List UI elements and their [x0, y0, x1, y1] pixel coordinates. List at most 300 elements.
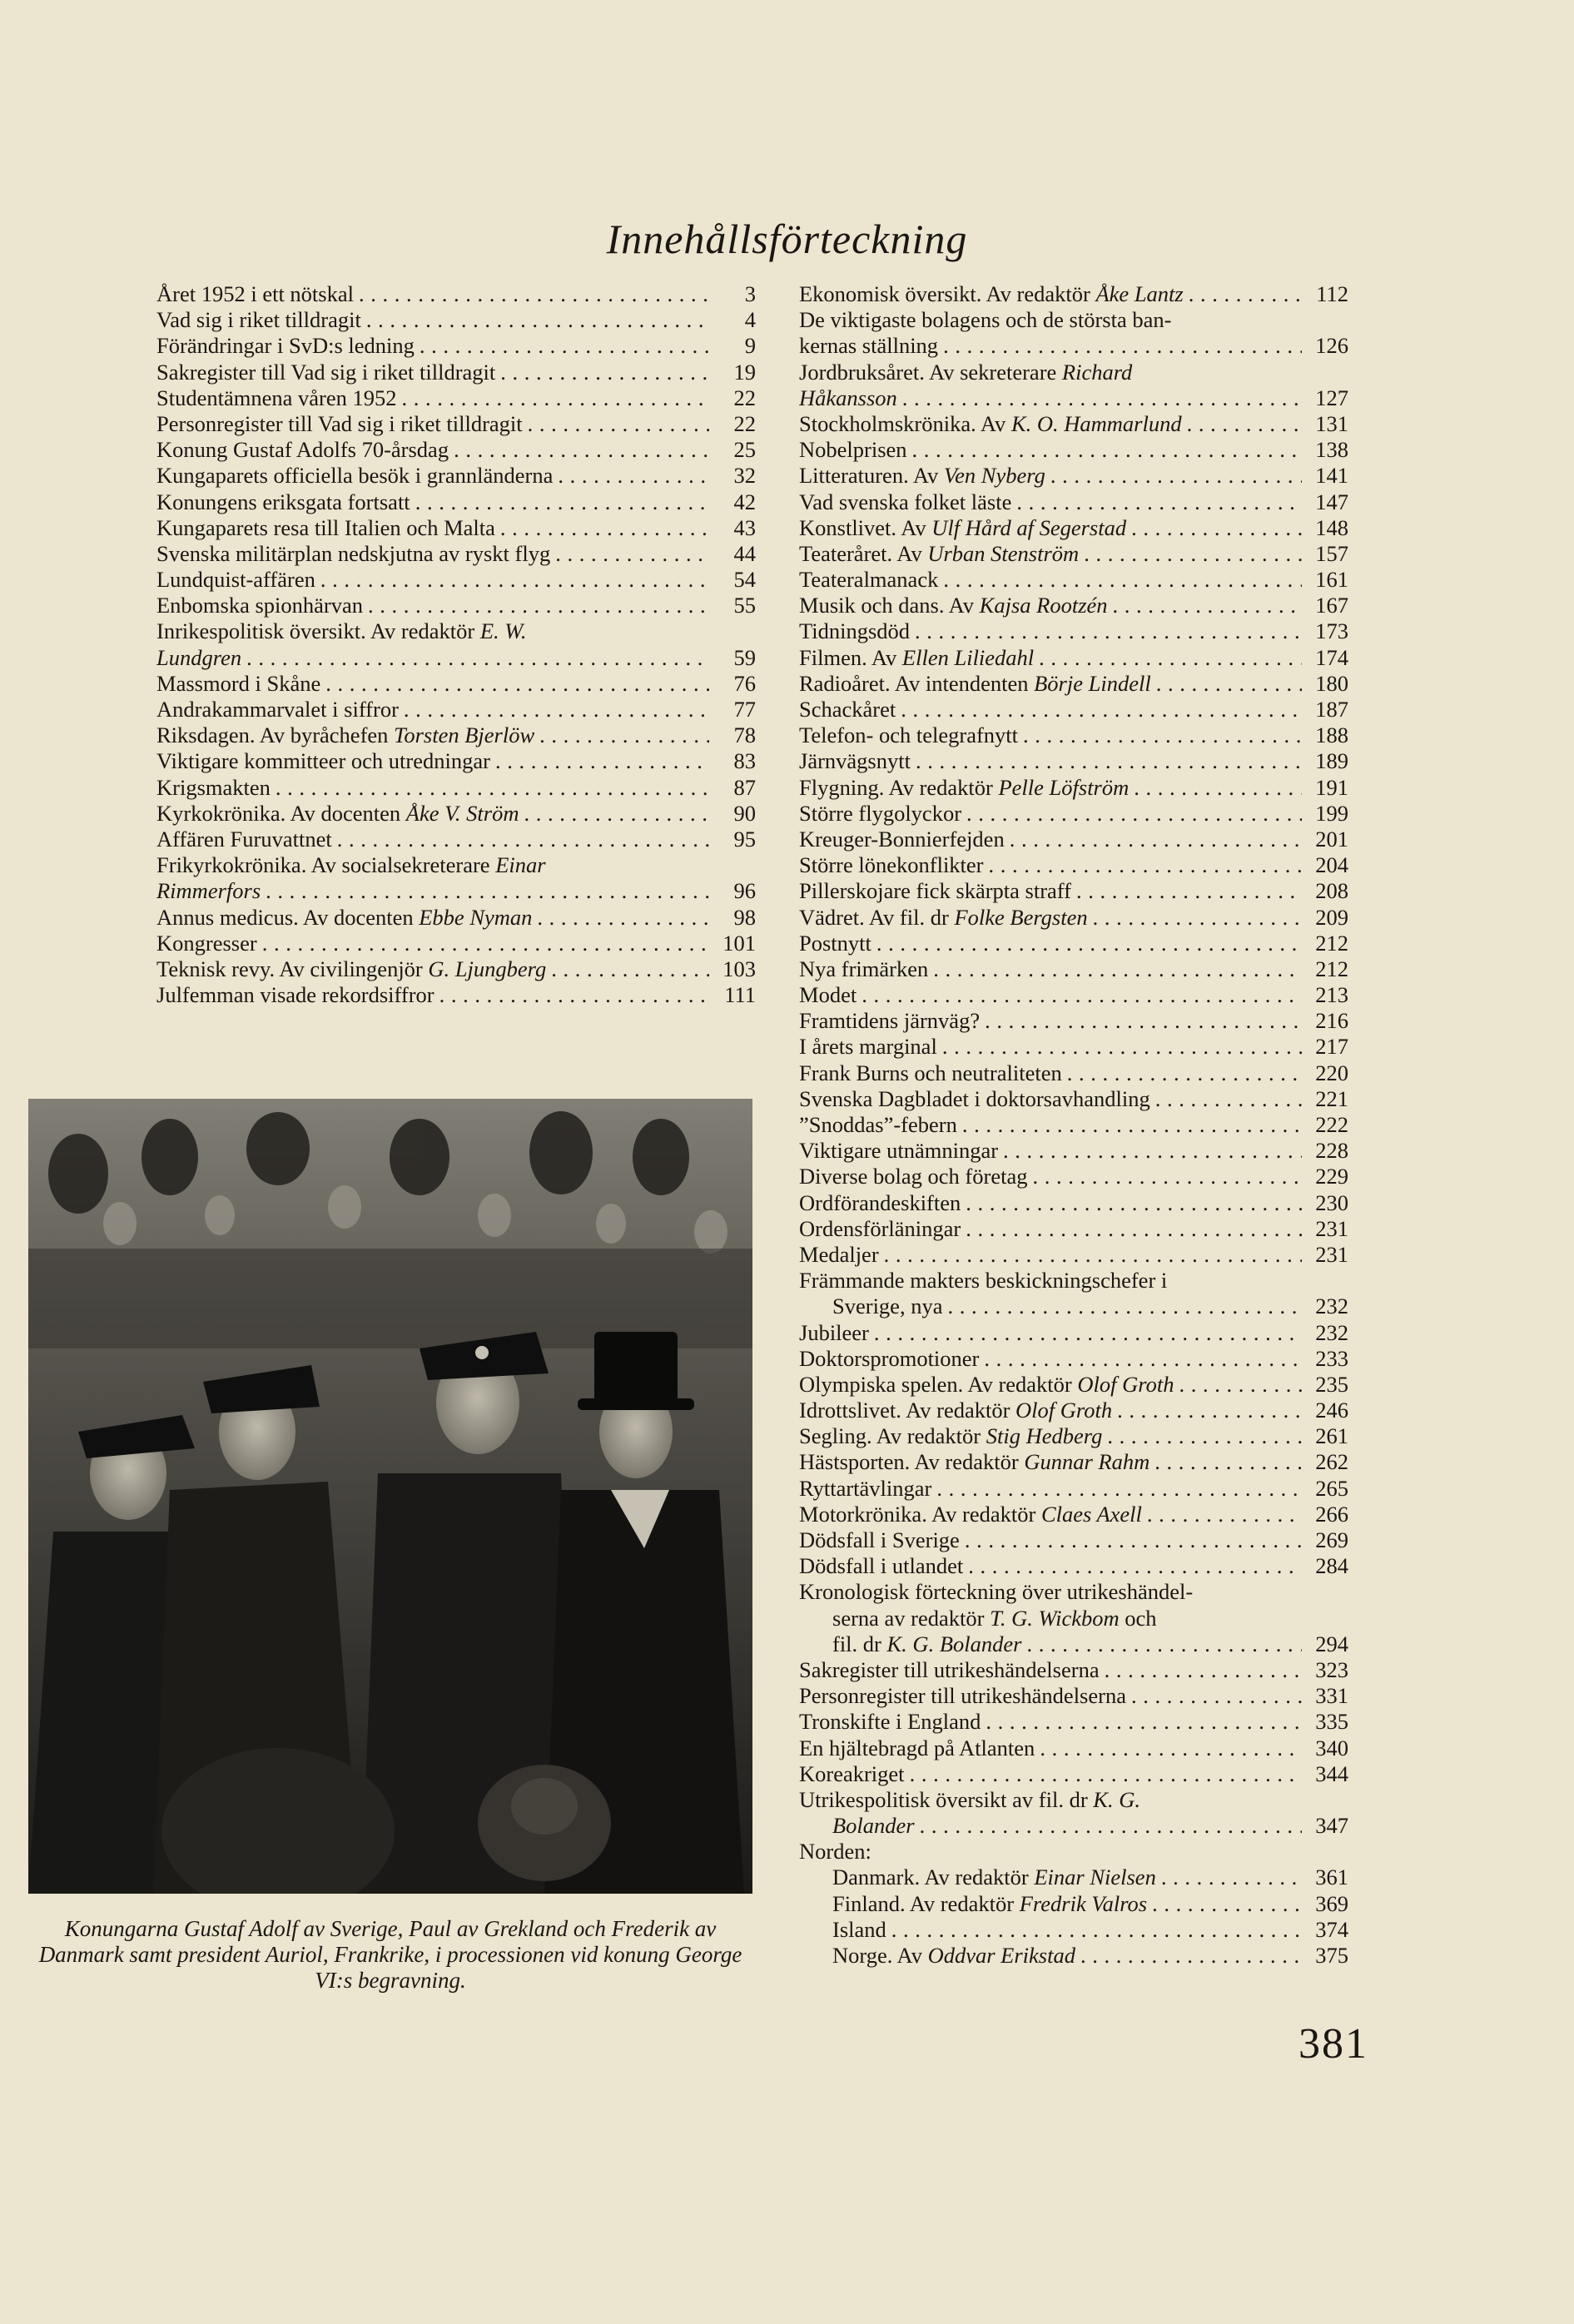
toc-entry: [799, 1242, 1348, 1268]
toc-entry-page: 266: [1315, 1501, 1348, 1527]
toc-entry-page: 233: [1315, 1345, 1348, 1371]
toc-entry: [799, 827, 1348, 852]
toc-entry-title: De viktigaste bolagens och de största ban-: [799, 307, 1302, 333]
toc-entry-page: 265: [1315, 1475, 1348, 1501]
toc-entry-title: Konstlivet. Av Ulf Hård af Segerstad . . .: [799, 515, 1302, 541]
toc-entry-title: Dödsfall i Sverige . . .: [799, 1527, 1302, 1553]
toc-entry-title: Främmande makters beskickningschefer i: [799, 1268, 1302, 1294]
toc-entry-title: Norge. Av Oddvar Erikstad . . .: [832, 1943, 1302, 1969]
toc-entry-title: Svenska militärplan nedskjutna av ryskt flyg . . .: [156, 541, 709, 567]
toc-entry-page: 229: [1315, 1164, 1348, 1189]
toc-left-column: [156, 281, 756, 1008]
toc-entry: [156, 748, 756, 774]
toc-entry-title: Krigsmakten . . .: [156, 775, 709, 801]
toc-entry: [799, 1372, 1348, 1398]
toc-entry: [156, 463, 756, 489]
toc-entry-page: 204: [1315, 852, 1348, 878]
toc-entry-title: Telefon- och telegrafnytt . . .: [799, 723, 1302, 748]
toc-entry-page: 25: [733, 437, 756, 463]
toc-entry-page: 331: [1315, 1683, 1348, 1709]
toc-entry-page: 261: [1315, 1423, 1348, 1449]
toc-entry-page: 208: [1315, 878, 1348, 904]
toc-entry-title: Hästsporten. Av redaktör Gunnar Rahm . . .: [799, 1449, 1302, 1475]
toc-entry: [156, 697, 756, 723]
toc-entry-page: 222: [1315, 1112, 1348, 1137]
toc-entry: [156, 905, 756, 931]
toc-entry-page: 231: [1315, 1215, 1348, 1241]
toc-entry: [799, 411, 1348, 437]
toc-entry: [156, 489, 756, 515]
toc-right-column: [799, 281, 1348, 1969]
toc-entry-page: 262: [1315, 1449, 1348, 1475]
toc-entry: [156, 307, 756, 333]
toc-entry-page: 32: [733, 463, 756, 489]
toc-entry: [799, 1086, 1348, 1112]
toc-entry-page: 9: [744, 333, 756, 359]
toc-entry: [156, 645, 756, 671]
toc-entry: [799, 1346, 1348, 1372]
toc-entry-page: 180: [1315, 670, 1348, 696]
toc-entry-page: 98: [733, 904, 756, 930]
toc-entry-page: 96: [733, 878, 756, 904]
toc-entry-title: Danmark. Av redaktör Einar Nielsen . . .: [832, 1865, 1302, 1890]
toc-entry: [156, 618, 756, 644]
toc-entry-title: Kreuger-Bonnierfejden . . .: [799, 827, 1302, 852]
toc-entry-page: 83: [733, 748, 756, 774]
toc-entry-title: Lundquist-affären . . .: [156, 567, 709, 593]
toc-entry-page: 344: [1315, 1760, 1348, 1786]
toc-entry-author: Fredrik Valros: [1019, 1890, 1148, 1916]
toc-entry-author: K. G.: [1093, 1786, 1140, 1812]
toc-entry: [799, 697, 1348, 723]
toc-entry: [799, 1865, 1348, 1890]
toc-entry-title: Kronologisk förteckning över utrikeshändel-: [799, 1579, 1302, 1605]
toc-entry-title: Personregister till utrikeshändelserna . . .: [799, 1683, 1302, 1709]
toc-entry: [799, 671, 1348, 697]
toc-entry: [156, 541, 756, 567]
toc-entry: [799, 1917, 1348, 1943]
toc-entry-page: 161: [1315, 567, 1348, 593]
toc-entry: [799, 748, 1348, 774]
toc-entry-page: 127: [1315, 385, 1348, 410]
toc-entry-title: Jordbruksåret. Av sekreterare Richard: [799, 360, 1302, 385]
toc-entry: [799, 1423, 1348, 1449]
toc-entry-page: 246: [1315, 1398, 1348, 1423]
toc-entry-page: 230: [1315, 1189, 1348, 1215]
toc-entry-title: Filmen. Av Ellen Liliedahl . . .: [799, 645, 1302, 671]
toc-entry-title: Nobelprisen . . .: [799, 437, 1302, 463]
toc-entry-author: Olof Groth: [1077, 1371, 1174, 1397]
toc-entry-author: Håkansson: [799, 385, 897, 410]
toc-entry-title: Doktorspromotioner . . .: [799, 1346, 1302, 1372]
toc-entry-page: 375: [1315, 1943, 1348, 1968]
toc-entry-title: Frikyrkokrönika. Av socialsekreterare Einar: [156, 852, 709, 878]
toc-entry-title: Kyrkokrönika. Av docenten Åke V. Ström . . .: [156, 801, 709, 827]
toc-entry-title: Viktigare utnämningar . . .: [799, 1138, 1302, 1164]
toc-entry: [799, 1787, 1348, 1813]
toc-entry-title: Idrottslivet. Av redaktör Olof Groth . . .: [799, 1398, 1302, 1423]
toc-entry: [799, 489, 1348, 515]
toc-entry-author: Pelle Löfström: [998, 774, 1130, 800]
toc-entry-author: Stig Hedberg: [986, 1423, 1103, 1449]
toc-entry-page: 77: [733, 697, 756, 722]
toc-entry: [799, 1476, 1348, 1502]
toc-entry-title: Modet . . .: [799, 982, 1302, 1008]
toc-entry-page: 284: [1315, 1553, 1348, 1579]
toc-entry-author: Einar Nielsen: [1034, 1865, 1156, 1890]
toc-entry: [799, 801, 1348, 827]
toc-entry-page: 126: [1315, 333, 1348, 359]
toc-entry-title: Sverige, nya . . .: [832, 1294, 1302, 1319]
toc-entry: [799, 1060, 1348, 1086]
toc-entry: [156, 982, 756, 1008]
toc-entry-title: Enbomska spionhärvan . . .: [156, 593, 709, 618]
toc-entry: [799, 645, 1348, 671]
toc-entry: [799, 1527, 1348, 1553]
toc-entry: [156, 385, 756, 411]
toc-entry-page: 76: [733, 670, 756, 696]
toc-entry: [799, 307, 1348, 333]
toc-entry-page: 221: [1315, 1085, 1348, 1111]
page-title: Innehållsförteckning: [606, 216, 968, 262]
toc-entry-title: Radioåret. Av intendenten Börje Lindell . . .: [799, 671, 1302, 697]
toc-entry: [156, 281, 756, 307]
toc-entry-page: 44: [733, 540, 756, 566]
toc-entry: [799, 1606, 1348, 1631]
toc-entry-page: 323: [1315, 1656, 1348, 1682]
toc-entry-title: Teknisk revy. Av civilingenjör G. Ljungberg . . .: [156, 956, 709, 982]
toc-entry-title: Större lönekonflikter . . .: [799, 852, 1302, 878]
toc-entry-title: Annus medicus. Av docenten Ebbe Nyman . . .: [156, 905, 709, 931]
toc-entry-title: Inrikespolitisk översikt. Av redaktör E. W.: [156, 618, 709, 644]
toc-entry-title: Stockholmskrönika. Av K. O. Hammarlund . . .: [799, 411, 1302, 437]
toc-entry: [156, 775, 756, 801]
toc-entry-page: 103: [722, 956, 756, 981]
toc-entry: [156, 956, 756, 982]
toc-entry: [799, 515, 1348, 541]
toc-entry-title: Andrakammarvalet i siffror . . .: [156, 697, 709, 723]
toc-entry-title: Tidningsdöd . . .: [799, 618, 1302, 644]
toc-entry: [156, 360, 756, 385]
toc-entry-author: Åke Lantz: [1095, 281, 1184, 306]
toc-entry-title: Massmord i Skåne . . .: [156, 671, 709, 697]
toc-entry-author: Richard: [1061, 359, 1133, 385]
toc-entry-page: 217: [1315, 1034, 1348, 1060]
toc-entry-author: Ven Nyberg: [943, 463, 1045, 489]
toc-entry-title: [832, 1813, 1302, 1839]
toc-entry: [799, 1813, 1348, 1839]
toc-entry-title: Järnvägsnytt . . .: [799, 748, 1302, 774]
toc-entry-title: Sakregister till utrikeshändelserna . . .: [799, 1657, 1302, 1683]
toc-entry: [799, 567, 1348, 593]
toc-entry-title: Nya frimärken . . .: [799, 956, 1302, 982]
toc-entry-page: 199: [1315, 800, 1348, 826]
toc-entry-page: 174: [1315, 644, 1348, 670]
toc-entry: [799, 1268, 1348, 1294]
toc-entry: [799, 1502, 1348, 1527]
toc-entry: [799, 1190, 1348, 1216]
toc-entry-page: 212: [1315, 956, 1348, 981]
toc-entry-author: K. O. Hammarlund: [1010, 410, 1182, 436]
toc-entry: [156, 567, 756, 593]
toc-entry: [799, 437, 1348, 463]
toc-entry-page: 201: [1315, 826, 1348, 852]
toc-entry-title: Vädret. Av fil. dr Folke Bergsten . . .: [799, 905, 1302, 931]
toc-entry-title: Vad svenska folket läste . . .: [799, 489, 1302, 515]
toc-entry: [799, 1320, 1348, 1346]
toc-entry-page: 340: [1315, 1735, 1348, 1760]
toc-entry-author: Oddvar Erikstad: [927, 1943, 1075, 1968]
toc-entry-author: T. G. Wickbom: [990, 1605, 1120, 1631]
toc-entry-title: fil. dr K. G. Bolander . . .: [832, 1631, 1302, 1657]
toc-entry-title: Förändringar i SvD:s ledning . . .: [156, 333, 709, 359]
toc-entry: [799, 618, 1348, 644]
toc-entry-page: 369: [1315, 1890, 1348, 1916]
toc-entry-author: E. W.: [479, 618, 527, 644]
toc-entry-author: Kajsa Rootzén: [979, 593, 1108, 618]
toc-entry-author: Olof Groth: [1015, 1398, 1113, 1423]
toc-entry-title: Schackåret . . .: [799, 697, 1302, 723]
toc-entry-author: G. Ljungberg: [428, 956, 547, 981]
toc-entry: [799, 1294, 1348, 1319]
toc-entry: [799, 463, 1348, 489]
toc-entry-title: Vad sig i riket tilldragit . . .: [156, 307, 709, 333]
toc-entry: [156, 593, 756, 618]
toc-entry: [799, 1553, 1348, 1579]
toc-entry-title: Teateråret. Av Urban Stenström . . .: [799, 541, 1302, 567]
toc-entry-page: 191: [1315, 774, 1348, 800]
toc-entry-title: Framtidens järnväg? . . .: [799, 1008, 1302, 1034]
toc-entry: [799, 593, 1348, 618]
toc-entry: [799, 1579, 1348, 1605]
toc-entry-title: Motorkrönika. Av redaktör Claes Axell . . .: [799, 1502, 1302, 1527]
toc-entry-author: Claes Axell: [1040, 1501, 1142, 1527]
toc-entry-page: 212: [1315, 930, 1348, 956]
toc-entry-page: 59: [733, 644, 756, 670]
toc-entry: [799, 1943, 1348, 1969]
toc-entry-title: Tronskifte i England . . .: [799, 1709, 1302, 1735]
toc-entry-title: Julfemman visade rekordsiffror . . .: [156, 982, 709, 1008]
toc-entry-title: Större flygolyckor . . .: [799, 801, 1302, 827]
toc-entry-page: 22: [733, 410, 756, 436]
toc-entry: [799, 956, 1348, 982]
toc-entry-title: Flygning. Av redaktör Pelle Löfström . . .: [799, 775, 1302, 801]
toc-entry-page: 4: [744, 307, 756, 333]
toc-entry-author: Lundgren: [156, 644, 242, 670]
toc-entry-title: Frank Burns och neutraliteten . . .: [799, 1060, 1302, 1086]
toc-entry: [799, 1398, 1348, 1423]
toc-entry-title: Olympiska spelen. Av redaktör Olof Groth . . .: [799, 1372, 1302, 1398]
toc-entry-page: 131: [1315, 410, 1348, 436]
toc-entry: [799, 775, 1348, 801]
toc-entry: [156, 671, 756, 697]
toc-entry-page: 22: [733, 385, 756, 410]
toc-entry-title: Musik och dans. Av Kajsa Rootzén . . .: [799, 593, 1302, 618]
toc-entry-page: 141: [1315, 463, 1348, 489]
toc-entry-page: 173: [1315, 618, 1348, 644]
photo-caption: Konungarna Gustaf Adolf av Sverige, Paul av Grekland och Frederik av Danmark samt president Auriol, Frankrike, i processionen vid konung George VI:s begravning.: [38, 1916, 742, 1993]
toc-entry-title: Ryttartävlingar . . .: [799, 1476, 1302, 1502]
toc-entry: [799, 360, 1348, 385]
toc-entry-page: 216: [1315, 1008, 1348, 1034]
toc-entry-title: Studentämnena våren 1952 . . .: [156, 385, 709, 411]
toc-entry-author: Gunnar Rahm: [1024, 1449, 1150, 1475]
toc-entry-title: Teateralmanack . . .: [799, 567, 1302, 593]
toc-entry: [799, 1164, 1348, 1189]
toc-entry-title: [799, 385, 1302, 411]
toc-entry-title: Medaljer . . .: [799, 1242, 1302, 1268]
toc-entry-title: Ordförandeskiften . . .: [799, 1190, 1302, 1216]
toc-entry-author: Åke V. Ström: [405, 800, 519, 826]
toc-entry: [799, 541, 1348, 567]
toc-entry-page: 228: [1315, 1138, 1348, 1164]
toc-entry: [799, 1008, 1348, 1034]
toc-entry: [799, 1216, 1348, 1242]
toc-entry-title: serna av redaktör T. G. Wickbom och: [832, 1606, 1302, 1631]
toc-entry-page: 101: [722, 930, 756, 956]
toc-entry-title: Svenska Dagbladet i doktorsavhandling . . .: [799, 1086, 1302, 1112]
toc-entry-page: 90: [733, 800, 756, 826]
toc-entry: [799, 852, 1348, 878]
toc-entry-title: Jubileer . . .: [799, 1320, 1302, 1346]
toc-entry-author: Börje Lindell: [1034, 670, 1151, 696]
toc-entry-page: 269: [1315, 1527, 1348, 1552]
toc-entry-author: Ebbe Nyman: [419, 904, 533, 930]
toc-entry-title: Ekonomisk översikt. Av redaktör Åke Lantz . . .: [799, 281, 1302, 307]
toc-entry-title: Postnytt . . .: [799, 931, 1302, 956]
toc-entry: [799, 982, 1348, 1008]
toc-entry-title: Sakregister till Vad sig i riket tilldragit . . .: [156, 360, 709, 385]
toc-entry: [799, 385, 1348, 411]
toc-entry-page: 55: [733, 593, 756, 618]
toc-entry-author: Einar: [495, 852, 546, 878]
toc-entry: [156, 723, 756, 748]
toc-entry-title: Litteraturen. Av Ven Nyberg . . .: [799, 463, 1302, 489]
toc-entry-title: Konungens eriksgata fortsatt . . .: [156, 489, 709, 515]
toc-entry: [799, 1683, 1348, 1709]
toc-entry-page: 232: [1315, 1319, 1348, 1345]
toc-entry-page: 111: [724, 982, 756, 1008]
toc-entry-title: Koreakriget . . .: [799, 1761, 1302, 1787]
toc-entry: [799, 333, 1348, 359]
toc-entry-page: 231: [1315, 1241, 1348, 1267]
toc-entry-title: Pillerskojare fick skärpta straff . . .: [799, 878, 1302, 904]
toc-entry-author: Folke Bergsten: [954, 904, 1088, 930]
toc-entry-page: 95: [733, 826, 756, 852]
toc-entry-page: 87: [733, 774, 756, 800]
toc-entry-page: 189: [1315, 748, 1348, 774]
toc-entry-title: kernas ställning . . .: [799, 333, 1302, 359]
toc-entry-author: Ulf Hård af Segerstad: [931, 514, 1127, 540]
toc-entry-title: Riksdagen. Av byråchefen Torsten Bjerlöw . . .: [156, 723, 709, 748]
toc-entry: [799, 905, 1348, 931]
toc-entry-author: Torsten Bjerlöw: [394, 723, 535, 748]
toc-entry-page: 188: [1315, 723, 1348, 748]
toc-entry-title: I årets marginal . . .: [799, 1034, 1302, 1060]
toc-entry: [799, 1709, 1348, 1735]
toc-entry-title: ”Snoddas”-febern . . .: [799, 1112, 1302, 1138]
toc-entry-page: 220: [1315, 1060, 1348, 1085]
toc-entry: [156, 827, 756, 852]
toc-entry: [799, 1449, 1348, 1475]
toc-entry-page: 147: [1315, 489, 1348, 514]
toc-entry-title: Konung Gustaf Adolfs 70-årsdag . . .: [156, 437, 709, 463]
toc-entry: [156, 333, 756, 359]
toc-entry-title: Kungaparets resa till Italien och Malta . . .: [156, 515, 709, 541]
toc-entry-page: 112: [1316, 281, 1348, 306]
toc-entry-title: Året 1952 i ett nötskal . . .: [156, 281, 709, 307]
toc-entry-author: K. G. Bolander: [886, 1631, 1022, 1656]
toc-entry: [799, 1839, 1348, 1865]
toc-entry-title: Dödsfall i utlandet . . .: [799, 1553, 1302, 1579]
toc-entry-page: 347: [1315, 1813, 1348, 1839]
toc-entry-title: Kungaparets officiella besök i grannländerna . . .: [156, 463, 709, 489]
toc-entry: [799, 1034, 1348, 1060]
toc-entry-page: 54: [733, 567, 756, 593]
toc-entry-title: En hjältebragd på Atlanten . . .: [799, 1736, 1302, 1761]
toc-entry: [799, 1761, 1348, 1787]
toc-entry-page: 157: [1315, 540, 1348, 566]
toc-entry-author: Urban Stenström: [927, 540, 1080, 566]
toc-entry: [156, 878, 756, 904]
toc-entry-page: 213: [1315, 982, 1348, 1008]
toc-entry-title: Norden:: [799, 1839, 1302, 1865]
toc-entry: [156, 931, 756, 956]
toc-entry-page: 78: [733, 723, 756, 748]
toc-entry-page: 43: [733, 514, 756, 540]
toc-entry-page: 235: [1315, 1371, 1348, 1397]
toc-entry-title: [156, 645, 709, 671]
toc-entry-title: Segling. Av redaktör Stig Hedberg . . .: [799, 1423, 1302, 1449]
toc-entry-page: 232: [1315, 1294, 1348, 1319]
toc-entry: [799, 931, 1348, 956]
toc-entry: [799, 281, 1348, 307]
toc-entry-title: Ordensförläningar . . .: [799, 1216, 1302, 1242]
toc-entry: [799, 1112, 1348, 1138]
toc-entry: [799, 1138, 1348, 1164]
toc-entry-author: Rimmerfors: [156, 878, 261, 904]
toc-entry-author: Bolander: [832, 1813, 915, 1839]
toc-entry-title: Affären Furuvattnet . . .: [156, 827, 709, 852]
toc-entry: [799, 878, 1348, 904]
toc-entry-page: 138: [1315, 437, 1348, 463]
toc-entry-page: 374: [1315, 1916, 1348, 1942]
toc-entry-title: Island . . .: [832, 1917, 1302, 1943]
toc-entry: [799, 1891, 1348, 1917]
toc-entry: [799, 723, 1348, 748]
toc-entry-title: Finland. Av redaktör Fredrik Valros . . .: [832, 1891, 1302, 1917]
toc-entry-title: Kongresser . . .: [156, 931, 709, 956]
toc-entry: [799, 1736, 1348, 1761]
toc-entry-title: Diverse bolag och företag . . .: [799, 1164, 1302, 1189]
toc-entry-title: [156, 878, 709, 904]
toc-entry: [799, 1657, 1348, 1683]
toc-entry-title: Personregister till Vad sig i riket tilldragit . . .: [156, 411, 709, 437]
toc-entry: [156, 411, 756, 437]
toc-entry-page: 361: [1315, 1865, 1348, 1890]
page-number: 381: [1298, 2020, 1368, 2068]
toc-entry-author: Ellen Liliedahl: [901, 644, 1035, 670]
toc-entry-page: 148: [1315, 514, 1348, 540]
toc-entry-page: 209: [1315, 904, 1348, 930]
toc-entry: [156, 801, 756, 827]
toc-entry-page: 42: [733, 489, 756, 514]
toc-entry-title: Utrikespolitisk översikt av fil. dr K. G.: [799, 1787, 1302, 1813]
toc-entry: [799, 1631, 1348, 1657]
toc-entry-page: 187: [1315, 697, 1348, 722]
funeral-procession-photo: [28, 1099, 752, 1894]
toc-entry-title: Viktigare kommitteer och utredningar . . .: [156, 748, 709, 774]
